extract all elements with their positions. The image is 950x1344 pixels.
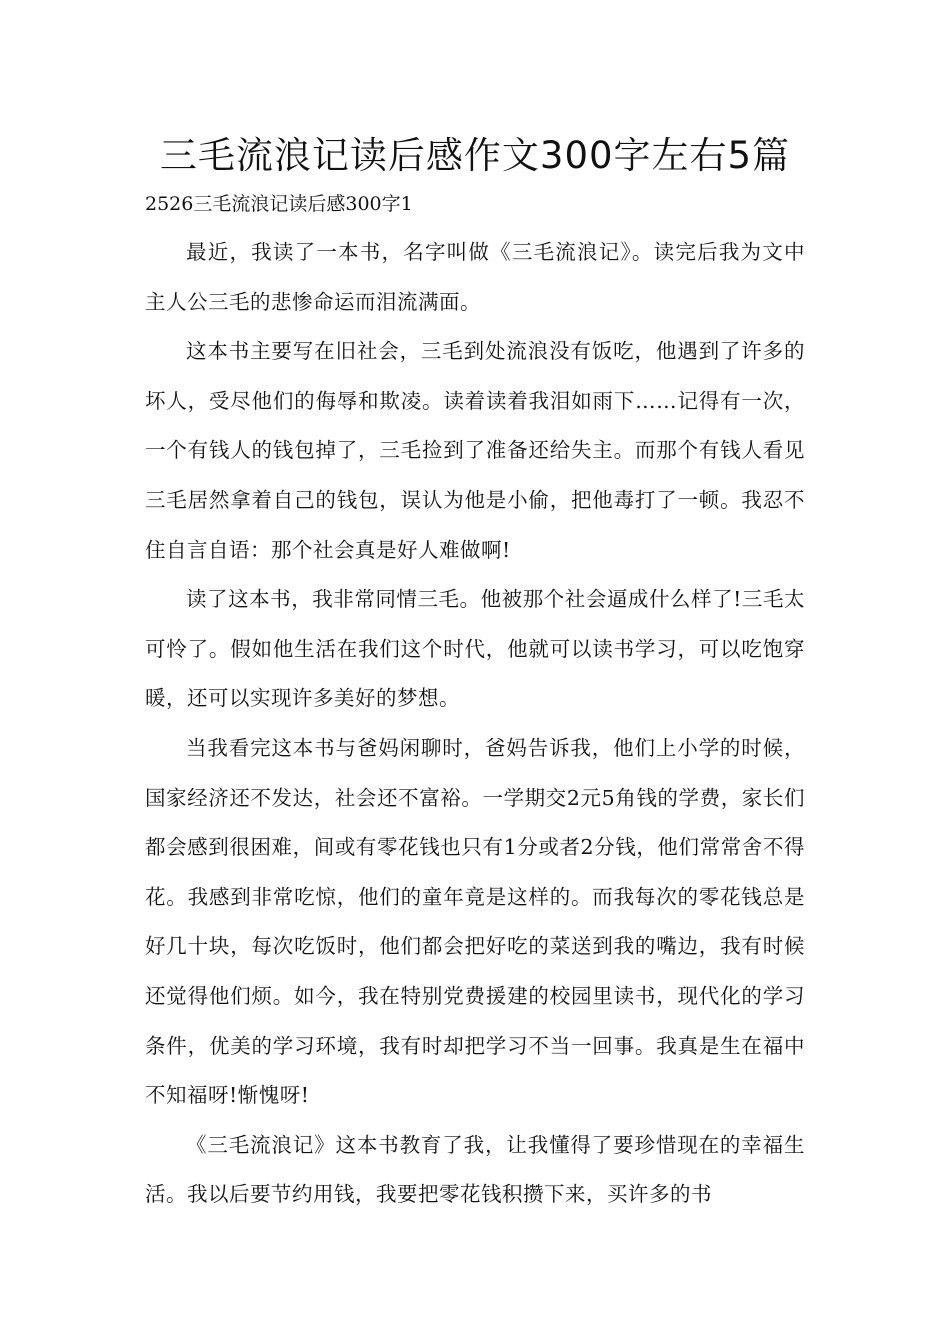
document-title: 三毛流浪记读后感作文300字左右5篇 xyxy=(159,134,791,177)
paragraph-3: 读了这本书，我非常同情三毛。他被那个社会逼成什么样了!三毛太可怜了。假如他生活在我们这个时代，他就可以读书学习，可以吃饱穿暖，还可以实现许多美好的梦想。 xyxy=(145,587,805,711)
paragraph-4: 当我看完这本书与爸妈闲聊时，爸妈告诉我，他们上小学的时候，国家经济还不发达，社会还不富裕。一学期交2元5角钱的学费，家长们都会感到很困难，间或有零花钱也只有1分或者2分钱，他们常常舍不得花。我感到非常吃惊，他们的童年竟是这样的。而我每次的零花钱总是好几十块，每次吃饭时，他们都会把好吃的菜送到我的嘴边，我有时候还觉得他们烦。如今，我在特别党费援建的校园里读书，现代化的学习条件，优美的学习环境，我有时却把学习不当一回事。我真是生在福中不知福呀!惭愧呀! xyxy=(145,735,805,1108)
paragraph-5: 《三毛流浪记》这本书教育了我，让我懂得了要珍惜现在的幸福生活。我以后要节约用钱，我要把零花钱积攒下来，买许多的书 xyxy=(145,1132,805,1207)
document-subtitle: 2526三毛流浪记读后感300字1 xyxy=(145,193,413,215)
paragraph-2: 这本书主要写在旧社会，三毛到处流浪没有饭吃，他遇到了许多的坏人，受尽他们的侮辱和欺凌。读着读着我泪如雨下……记得有一次，一个有钱人的钱包掉了，三毛捡到了准备还给失主。而那个有钱人看见三毛居然拿着自己的钱包，误认为他是小偷，把他毒打了一顿。我忍不住自言自语：那个社会真是好人难做啊! xyxy=(145,339,805,562)
paragraph-1: 最近，我读了一本书，名字叫做《三毛流浪记》。读完后我为文中主人公三毛的悲惨命运而泪流满面。 xyxy=(145,240,805,314)
